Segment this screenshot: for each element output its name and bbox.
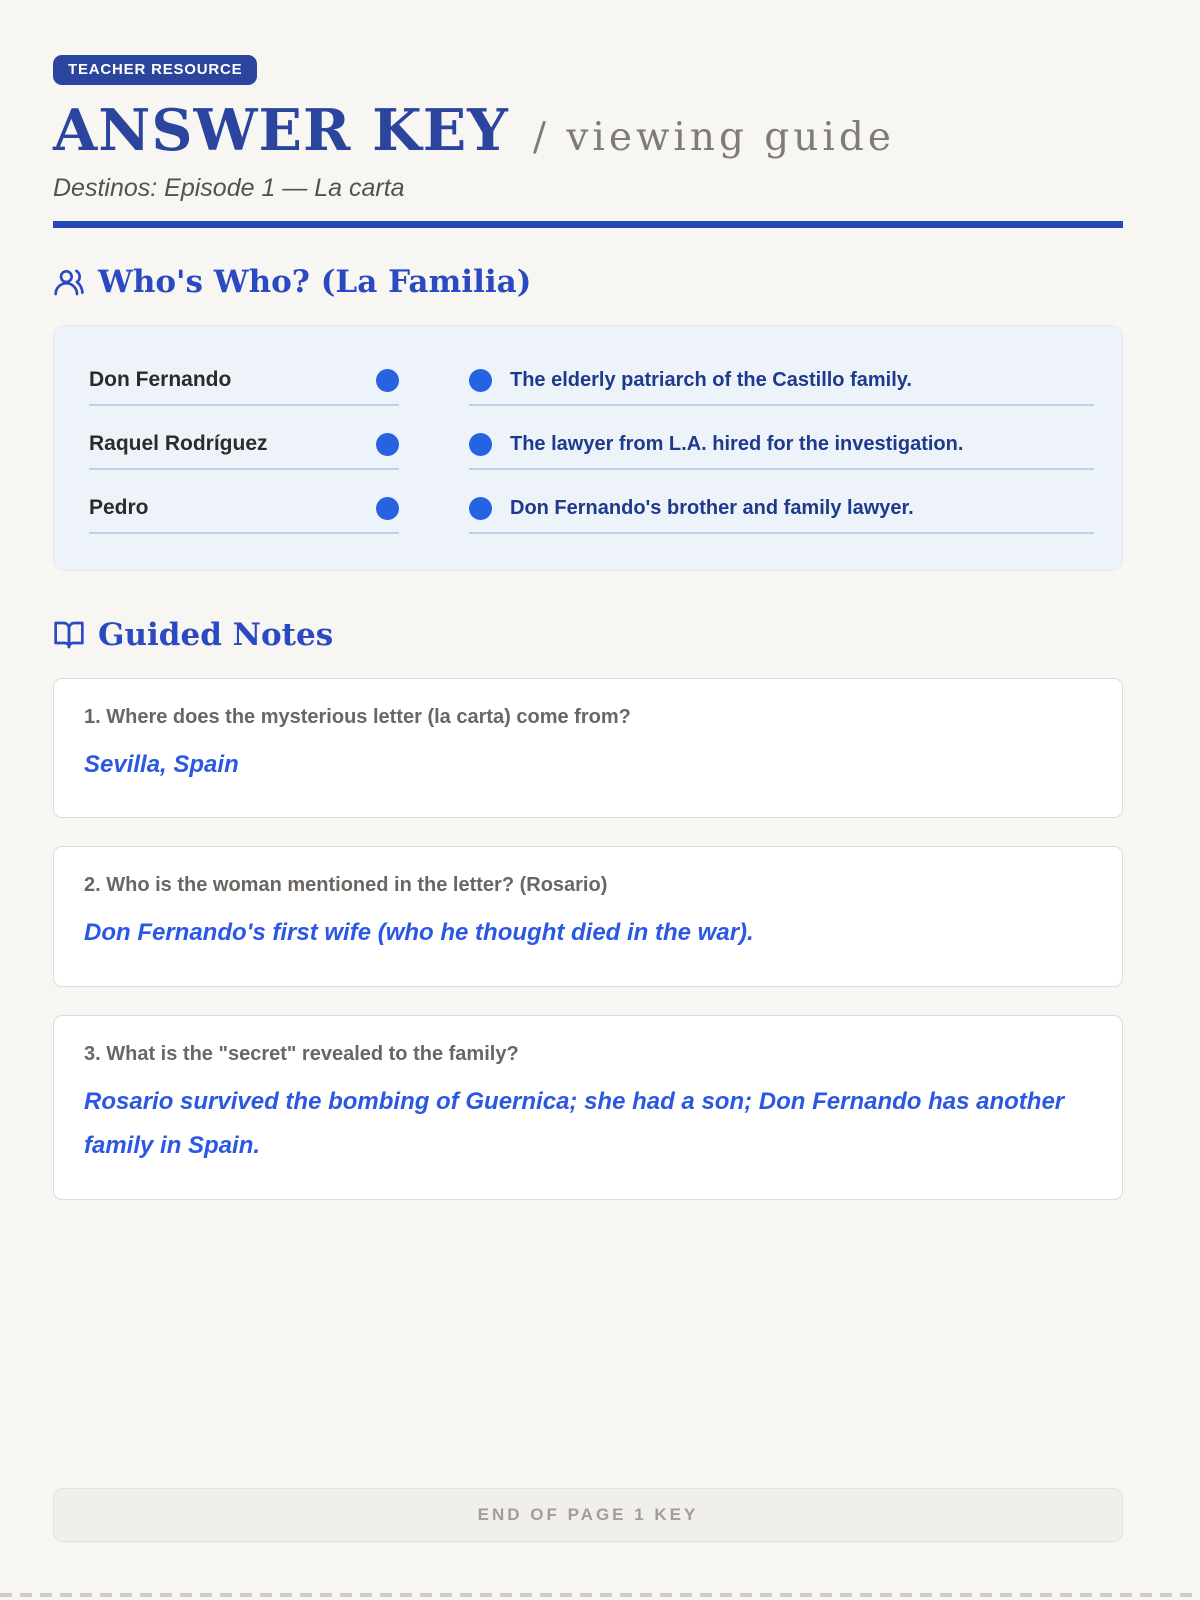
match-dot-icon bbox=[469, 369, 492, 392]
match-answer-cell bbox=[469, 497, 1094, 534]
character-name: Pedro bbox=[89, 496, 149, 519]
match-dot-icon bbox=[376, 433, 399, 456]
end-of-page-bar: END OF PAGE 1 KEY bbox=[53, 1488, 1123, 1542]
note-question: 3. What is the "secret" revealed to the family? bbox=[84, 1042, 519, 1065]
whos-who-heading bbox=[53, 264, 1123, 300]
guided-notes-heading-label: Guided Notes bbox=[98, 617, 334, 653]
users-icon bbox=[53, 266, 85, 298]
page-title-suffix: / viewing guide bbox=[532, 115, 895, 160]
match-answer-cell bbox=[469, 433, 1094, 470]
guided-note-card bbox=[53, 1015, 1123, 1200]
whos-who-matching-box bbox=[53, 325, 1123, 571]
note-answer: Don Fernando's first wife (who he thought died in the war). bbox=[84, 919, 754, 947]
page-title bbox=[53, 97, 1123, 164]
match-row bbox=[89, 432, 1094, 470]
page-title-main: ANSWER KEY bbox=[53, 97, 509, 164]
match-row bbox=[89, 368, 1094, 406]
match-row bbox=[89, 496, 1094, 534]
header-divider bbox=[53, 221, 1123, 228]
perforation-dashed-line bbox=[0, 1593, 1200, 1597]
match-name-cell bbox=[89, 432, 399, 470]
note-answer: Rosario survived the bombing of Guernica; she had a son; Don Fernando has another family in Spain. bbox=[84, 1087, 1065, 1160]
match-name-cell bbox=[89, 496, 399, 534]
character-name: Raquel Rodríguez bbox=[89, 432, 268, 455]
whos-who-heading-label: Who's Who? (La Familia) bbox=[98, 264, 532, 300]
note-answer: Sevilla, Spain bbox=[84, 751, 239, 778]
character-description: The lawyer from L.A. hired for the investigation. bbox=[510, 433, 964, 455]
match-dot-icon bbox=[376, 497, 399, 520]
match-answer-cell bbox=[469, 369, 1094, 406]
note-question: 2. Who is the woman mentioned in the letter? (Rosario) bbox=[84, 874, 608, 897]
match-dot-icon bbox=[469, 497, 492, 520]
guided-note-card bbox=[53, 846, 1123, 986]
teacher-resource-badge: TEACHER RESOURCE bbox=[53, 55, 257, 85]
character-name: Don Fernando bbox=[89, 368, 232, 391]
note-question: 1. Where does the mysterious letter (la carta) come from? bbox=[84, 706, 631, 728]
guided-notes-heading bbox=[53, 617, 1123, 653]
guided-note-card bbox=[53, 678, 1123, 818]
match-name-cell bbox=[89, 368, 399, 406]
character-description: The elderly patriarch of the Castillo family. bbox=[510, 369, 912, 391]
book-open-icon bbox=[53, 619, 85, 651]
episode-subtitle: Destinos: Episode 1 — La carta bbox=[53, 174, 405, 202]
match-dot-icon bbox=[469, 433, 492, 456]
match-dot-icon bbox=[376, 369, 399, 392]
character-description: Don Fernando's brother and family lawyer. bbox=[510, 497, 914, 519]
